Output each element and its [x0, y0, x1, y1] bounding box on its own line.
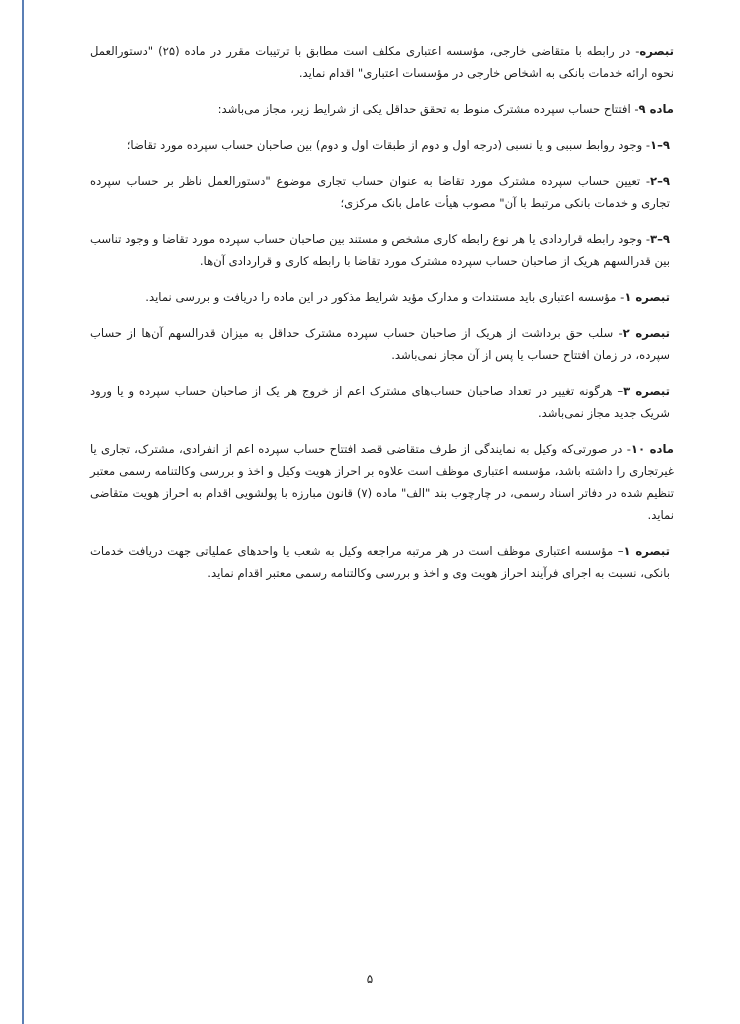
paragraph-tabsare-1 — [90, 286, 670, 308]
paragraph-text: – هرگونه تغییر در تعداد صاحبان حساب‌های مشترک اعم از خروج هر یک از صاحبان حساب سپرده و یا ورود شریک جدید مجاز نمی‌باشد. — [90, 384, 670, 420]
paragraph-text: - سلب حق برداشت از هریک از صاحبان حساب سپرده مشترک حداقل به میزان قدرالسهم آن‌ها از حساب سپرده، در زمان افتتاح حساب یا پس از آن مجاز نمی‌باشد. — [90, 326, 670, 362]
paragraph-label: تبصره ۱ — [623, 544, 670, 558]
paragraph-tabsare-foreign — [90, 40, 674, 84]
paragraph-tabsare-3 — [90, 380, 670, 424]
paragraph-label: ۹–۱ — [650, 138, 670, 152]
paragraph-label: تبصره ۳ — [623, 384, 670, 398]
paragraph-label: تبصره — [639, 44, 674, 58]
page-border-line — [22, 0, 24, 1024]
paragraph-text: - در رابطه با متقاضی خارجی، مؤسسه اعتباری مکلف است مطابق با ترتیبات مقرر در ماده (۲۵) "دستورالعمل نحوه ارائه خدمات بانکی به اشخاص خارجی در مؤسسات اعتباری" اقدام نماید. — [90, 44, 674, 80]
document-body — [90, 40, 674, 598]
paragraph-text: - مؤسسه اعتباری باید مستندات و مدارک مؤید شرایط مذکور در این ماده را دریافت و بررسی نماید. — [145, 290, 625, 304]
paragraph-bond-9-2 — [90, 170, 670, 214]
paragraph-tabsare-10-1 — [90, 540, 670, 584]
paragraph-label: تبصره ۱ — [624, 290, 670, 304]
paragraph-tabsare-2 — [90, 322, 670, 366]
paragraph-label: ۹–۲ — [650, 174, 670, 188]
paragraph-madde-10 — [90, 438, 674, 526]
paragraph-bond-9-3 — [90, 228, 670, 272]
page-number: ۵ — [366, 972, 374, 986]
paragraph-text: - افتتاح حساب سپرده مشترک منوط به تحقق حداقل یکی از شرایط زیر، مجاز می‌باشد: — [217, 102, 639, 116]
paragraph-bond-9-1 — [90, 134, 670, 156]
paragraph-text: - در صورتی‌که وکیل به نمایندگی از طرف متقاضی قصد افتتاح حساب سپرده اعم از انفرادی، مشترک، تجاری یا غیرتجاری را داشته باشد، مؤسسه اعتباری موظف است علاوه بر احراز هویت وکیل و اخذ و بررسی وکالتنامه رسمی معتبر تنظیم شده در دفاتر اسناد رسمی، در چارچوب بند "الف" ماده (۷) قانون مبارزه با پولشویی اقدام به احراز هویت متقاضی نماید. — [90, 442, 674, 522]
paragraph-madde-9 — [90, 98, 674, 120]
paragraph-text: - تعیین حساب سپرده مشترک مورد تقاضا به عنوان حساب تجاری موضوع "دستورالعمل ناظر بر حساب سپرده تجاری و خدمات بانکی مرتبط با آن" مصوب هیأت عامل بانک مرکزی؛ — [90, 174, 670, 210]
paragraph-label: ماده ۹ — [638, 102, 674, 116]
paragraph-text: - وجود روابط سببی و یا نسبی (درجه اول و دوم از طبقات اول و دوم) بین صاحبان حساب سپرده مورد تقاضا؛ — [126, 138, 651, 152]
paragraph-text: – مؤسسه اعتباری موظف است در هر مرتبه مراجعه وکیل به شعب یا واحدهای عملیاتی جهت دریافت خدمات بانکی، نسبت به اجرای فرآیند احراز هویت وی و اخذ و بررسی وکالتنامه رسمی معتبر اقدام نماید. — [90, 544, 670, 580]
paragraph-text: - وجود رابطه قراردادی یا هر نوع رابطه کاری مشخص و مستند بین صاحبان حساب سپرده مورد تقاضا و وجود تناسب بین قدرالسهم هریک از صاحبان حساب سپرده مشترک مورد تقاضا با رابطه کاری و قراردادی آن‌ها. — [90, 232, 670, 268]
paragraph-label: ۹–۳ — [650, 232, 670, 246]
paragraph-label: تبصره ۲ — [622, 326, 670, 340]
paragraph-label: ماده ۱۰ — [630, 442, 674, 456]
